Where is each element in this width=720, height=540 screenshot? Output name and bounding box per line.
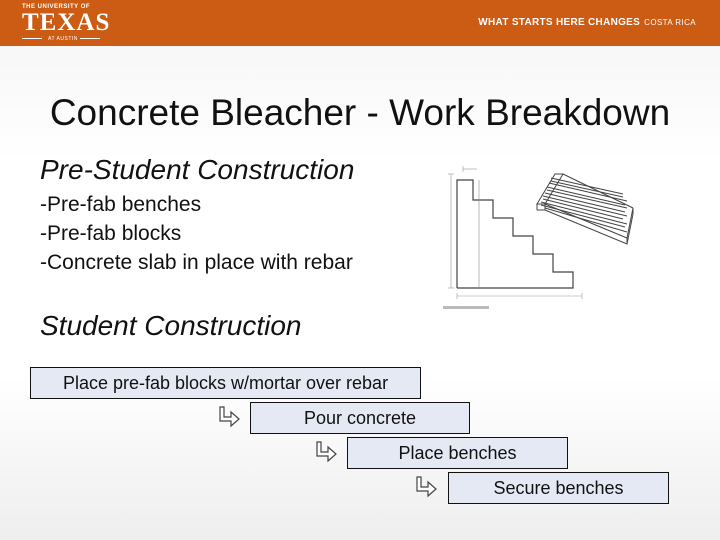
student-heading: Student Construction	[40, 310, 302, 341]
bleacher-drawing	[437, 156, 637, 318]
step-label: Place pre-fab blocks w/mortar over rebar	[62, 372, 389, 393]
step-box-3	[347, 437, 568, 469]
tagline-region: COSTA RICA	[644, 18, 696, 27]
university-logo	[22, 4, 111, 42]
logo-line-2: TEXAS	[22, 9, 111, 36]
logo-rule-left	[22, 38, 42, 39]
tagline-text: WHAT STARTS HERE CHANGES	[478, 17, 641, 28]
step-arrow-icon	[314, 441, 338, 463]
step-arrow-icon	[414, 476, 438, 498]
list-item: -Concrete slab in place with rebar	[40, 251, 353, 274]
list-item: -Pre-fab blocks	[40, 222, 182, 245]
step-box-1	[30, 367, 421, 399]
logo-line-3: AT AUSTIN	[48, 36, 78, 42]
header-bar	[0, 0, 720, 46]
logo-rule-right	[80, 38, 100, 39]
slide-title: Concrete Bleacher - Work Breakdown	[49, 92, 671, 133]
logo-line-1: THE UNIVERSITY OF	[22, 4, 91, 10]
step-box-4	[448, 472, 669, 504]
header-tagline	[478, 17, 696, 28]
step-label: Secure benches	[493, 477, 624, 498]
pre-student-heading: Pre-Student Construction	[40, 154, 355, 185]
list-item: -Pre-fab benches	[40, 193, 202, 216]
step-box-2	[250, 402, 470, 434]
step-label: Pour concrete	[303, 407, 417, 428]
pre-student-list	[40, 190, 353, 277]
step-label: Place benches	[398, 442, 517, 463]
step-arrow-icon	[217, 406, 241, 428]
